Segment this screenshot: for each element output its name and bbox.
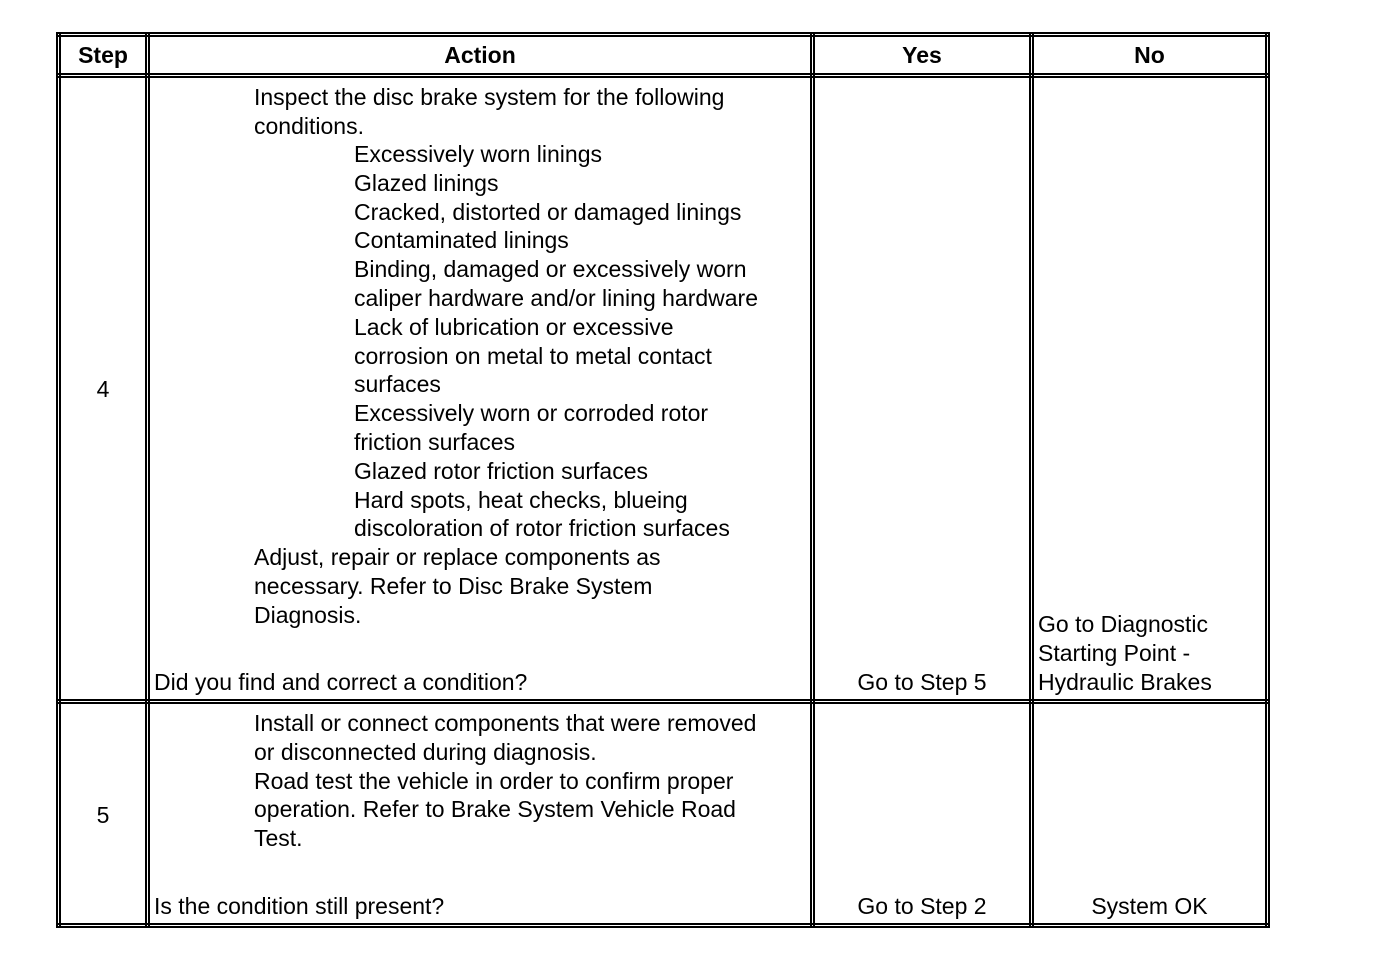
condition-item: corrosion on metal to metal contact bbox=[354, 342, 712, 369]
row-divider-inner bbox=[56, 702, 1270, 704]
step-5-no-result: System OK bbox=[1091, 893, 1208, 919]
table-border-left-inner bbox=[59, 32, 61, 928]
condition-item: Excessively worn or corroded rotor bbox=[354, 400, 709, 427]
step-5-instruction-line: or disconnected during diagnosis. bbox=[254, 738, 597, 765]
table-border-bottom-inner bbox=[56, 926, 1270, 928]
step-4-instructions bbox=[254, 543, 661, 629]
header-no: No bbox=[1134, 42, 1165, 68]
table-border-right bbox=[1265, 32, 1267, 928]
step-4-no-result bbox=[1038, 610, 1212, 696]
step-5-instruction-line: Install or connect components that were removed bbox=[254, 710, 757, 736]
step-4-intro-line: Inspect the disc brake system for the following bbox=[254, 84, 725, 110]
table-border-right-inner bbox=[1268, 32, 1270, 928]
column-divider-action-inner bbox=[813, 32, 815, 928]
column-divider-yes-inner bbox=[1032, 32, 1034, 928]
step-4-yes-result: Go to Step 5 bbox=[857, 669, 987, 695]
step-5-instruction-line: Road test the vehicle in order to confirm proper bbox=[254, 767, 734, 794]
step-4-no-line: Starting Point - bbox=[1038, 639, 1191, 666]
step-4-no-line: Hydraulic Brakes bbox=[1038, 668, 1212, 695]
step-5-instructions bbox=[254, 709, 756, 853]
step-5-yes-result: Go to Step 2 bbox=[857, 893, 987, 919]
step-5-instruction-line: Test. bbox=[254, 825, 303, 852]
step-5-instruction-line: operation. Refer to Brake System Vehicle Road bbox=[254, 796, 736, 823]
row-divider bbox=[56, 699, 1270, 701]
condition-item: caliper hardware and/or lining hardware bbox=[354, 284, 759, 311]
step-4-conditions-list bbox=[354, 140, 758, 543]
condition-item: Binding, damaged or excessively worn bbox=[354, 256, 747, 283]
table-border-bottom bbox=[56, 923, 1270, 925]
condition-item: surfaces bbox=[354, 371, 441, 398]
step-5-number: 5 bbox=[96, 802, 110, 828]
condition-item: Glazed rotor friction surfaces bbox=[354, 457, 649, 484]
step-4-intro bbox=[254, 83, 724, 141]
step-4-instruction-line: Diagnosis. bbox=[254, 601, 362, 628]
condition-item: Contaminated linings bbox=[354, 227, 569, 254]
condition-item: Excessively worn linings bbox=[354, 141, 602, 167]
condition-item: Lack of lubrication or excessive bbox=[354, 313, 674, 340]
step-4-instruction-line: Adjust, repair or replace components as bbox=[254, 544, 661, 570]
header-yes: Yes bbox=[902, 42, 942, 68]
header-divider bbox=[56, 73, 1270, 75]
header-divider-inner bbox=[56, 76, 1270, 78]
step-4-no-line: Go to Diagnostic bbox=[1038, 611, 1209, 637]
condition-item: discoloration of rotor friction surfaces bbox=[354, 515, 730, 542]
table-border-left bbox=[56, 32, 58, 928]
column-divider-action bbox=[810, 32, 812, 928]
table-border-top bbox=[56, 32, 1270, 34]
column-divider-step bbox=[145, 32, 147, 928]
condition-item: Cracked, distorted or damaged linings bbox=[354, 198, 742, 225]
step-4-intro-line: conditions. bbox=[254, 112, 364, 139]
step-4-question: Did you find and correct a condition? bbox=[154, 669, 528, 695]
header-step: Step bbox=[78, 42, 128, 68]
step-4-number: 4 bbox=[96, 376, 110, 402]
header-action: Action bbox=[444, 42, 516, 68]
table-border-top-inner bbox=[56, 35, 1270, 37]
step-5-question: Is the condition still present? bbox=[154, 893, 445, 919]
condition-item: Glazed linings bbox=[354, 169, 499, 196]
column-divider-yes bbox=[1029, 32, 1031, 928]
column-divider-step-inner bbox=[148, 32, 150, 928]
condition-item: Hard spots, heat checks, blueing bbox=[354, 486, 688, 513]
step-4-instruction-line: necessary. Refer to Disc Brake System bbox=[254, 572, 653, 599]
condition-item: friction surfaces bbox=[354, 428, 516, 455]
